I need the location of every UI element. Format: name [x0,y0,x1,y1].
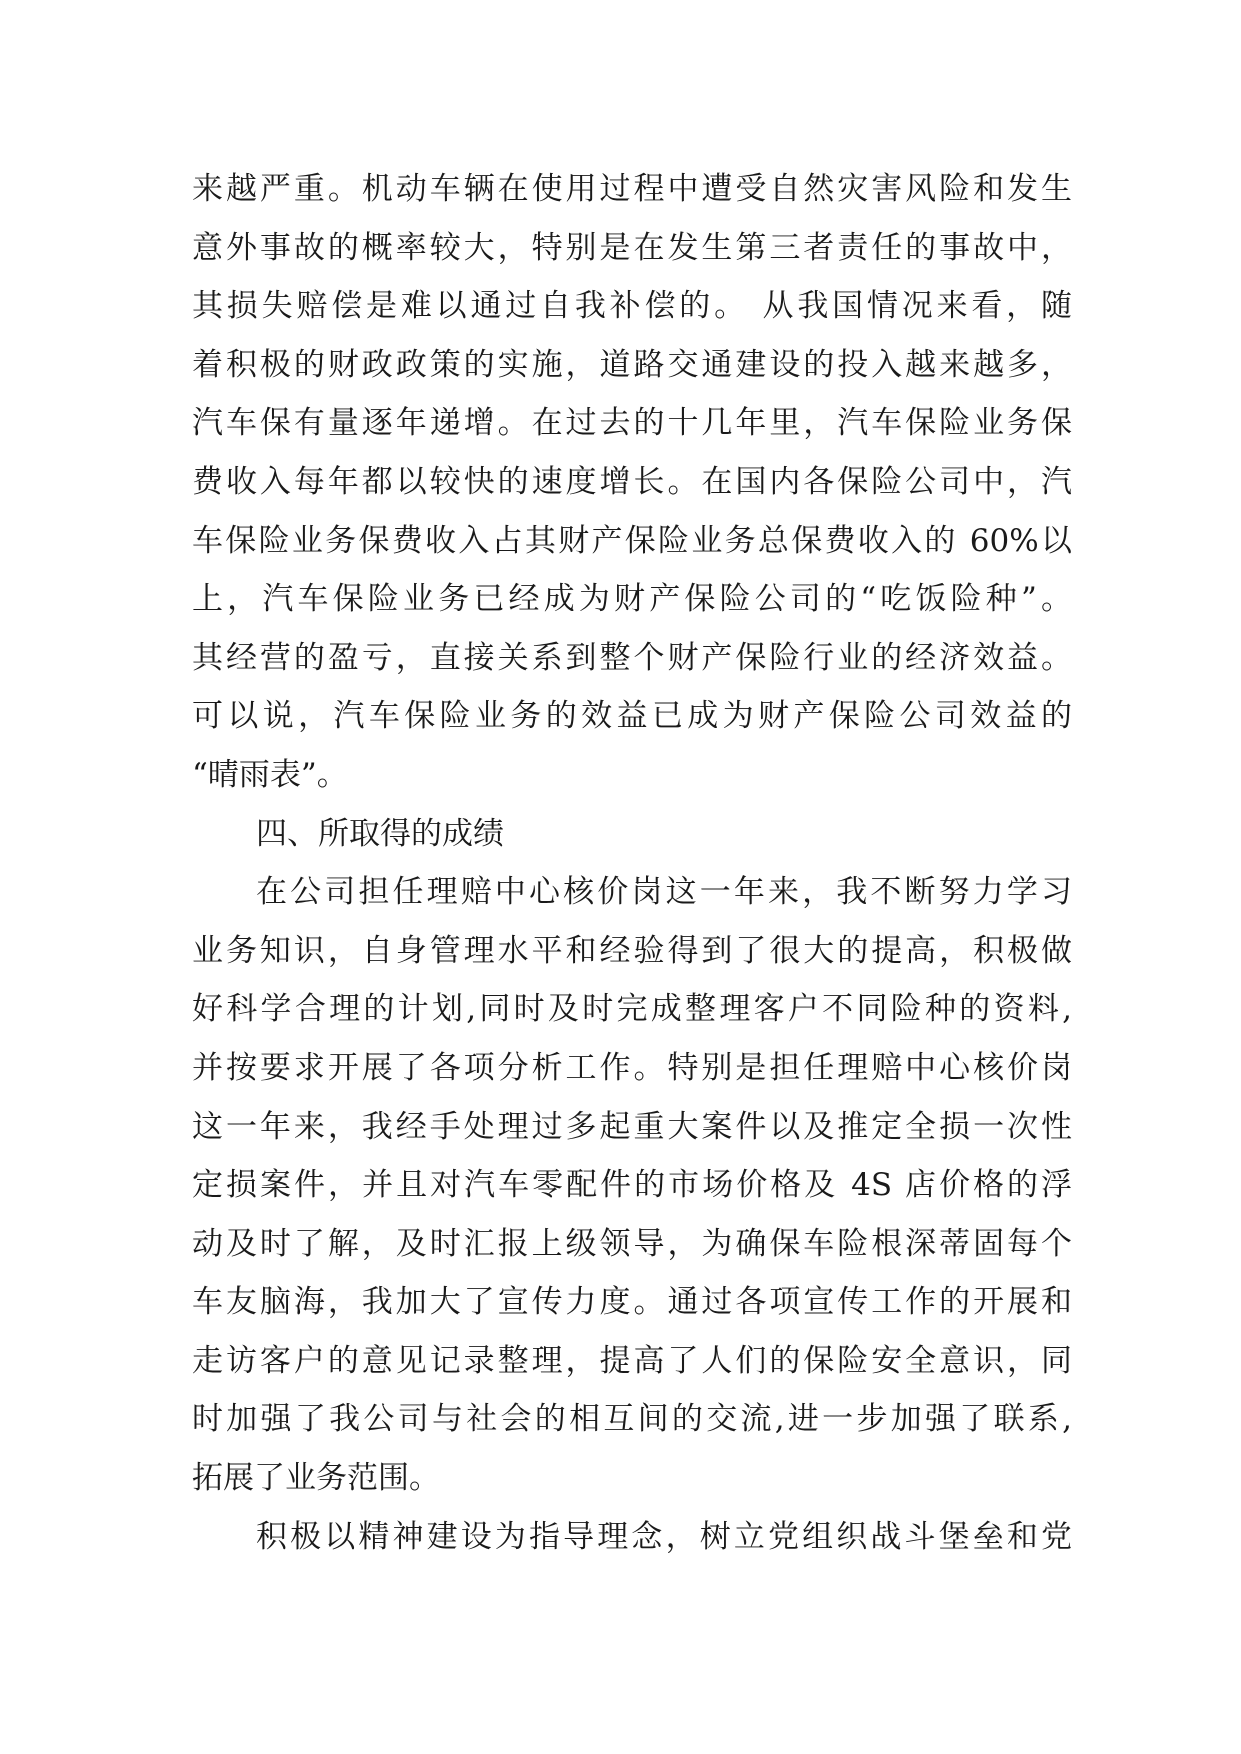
text-line: 上，汽车保险业务已经成为财产保险公司的“吃饭险种”。 [192,581,1072,618]
text-line: 车友脑海，我加大了宣传力度。通过各项宣传工作的开展和 [192,1284,1072,1321]
text-line: 动及时了解，及时汇报上级领导，为确保车险根深蒂固每个 [192,1225,1072,1262]
text-line: 汽车保有量逐年递增。在过去的十几年里，汽车保险业务保 [192,405,1072,442]
text-line: 拓展了业务范围。 [192,1460,440,1497]
text-line: 着积极的财政政策的实施，道路交通建设的投入越来越多， [192,346,1072,383]
text-line: 在公司担任理赔中心核价岗这一年来，我不断努力学习 [256,874,1072,911]
text-line: 定损案件，并且对汽车零配件的市场价格及 4S 店价格的浮 [192,1167,1072,1204]
text-line: 费收入每年都以较快的速度增长。在国内各保险公司中，汽 [192,463,1072,500]
text-line: 并按要求开展了各项分析工作。特别是担任理赔中心核价岗 [192,1049,1072,1086]
text-line: 时加强了我公司与社会的相互间的交流,进一步加强了联系, [192,1401,1072,1438]
text-line: 积极以精神建设为指导理念，树立党组织战斗堡垒和党 [256,1518,1072,1555]
document-body [192,160,1072,1566]
text-line: 其损失赔偿是难以通过自我补偿的。 从我国情况来看，随 [192,288,1072,325]
text-line: 好科学合理的计划,同时及时完成整理客户不同险种的资料, [192,991,1072,1028]
text-line: 其经营的盈亏，直接关系到整个财产保险行业的经济效益。 [192,639,1072,676]
text-line: 这一年来，我经手处理过多起重大案件以及推定全损一次性 [192,1108,1072,1145]
text-line: 走访客户的意见记录整理，提高了人们的保险安全意识，同 [192,1342,1072,1379]
text-line: “晴雨表”。 [192,756,348,793]
text-line: 车保险业务保费收入占其财产保险业务总保费收入的 60%以 [192,522,1072,559]
text-line: 来越严重。机动车辆在使用过程中遭受自然灾害风险和发生 [192,171,1072,207]
text-line: 可以说，汽车保险业务的效益已成为财产保险公司效益的 [192,698,1072,735]
text-line: 意外事故的概率较大，特别是在发生第三者责任的事故中， [192,229,1072,266]
text-line: 业务知识，自身管理水平和经验得到了很大的提高，积极做 [192,932,1072,969]
text-line: 四、所取得的成绩 [256,815,504,852]
